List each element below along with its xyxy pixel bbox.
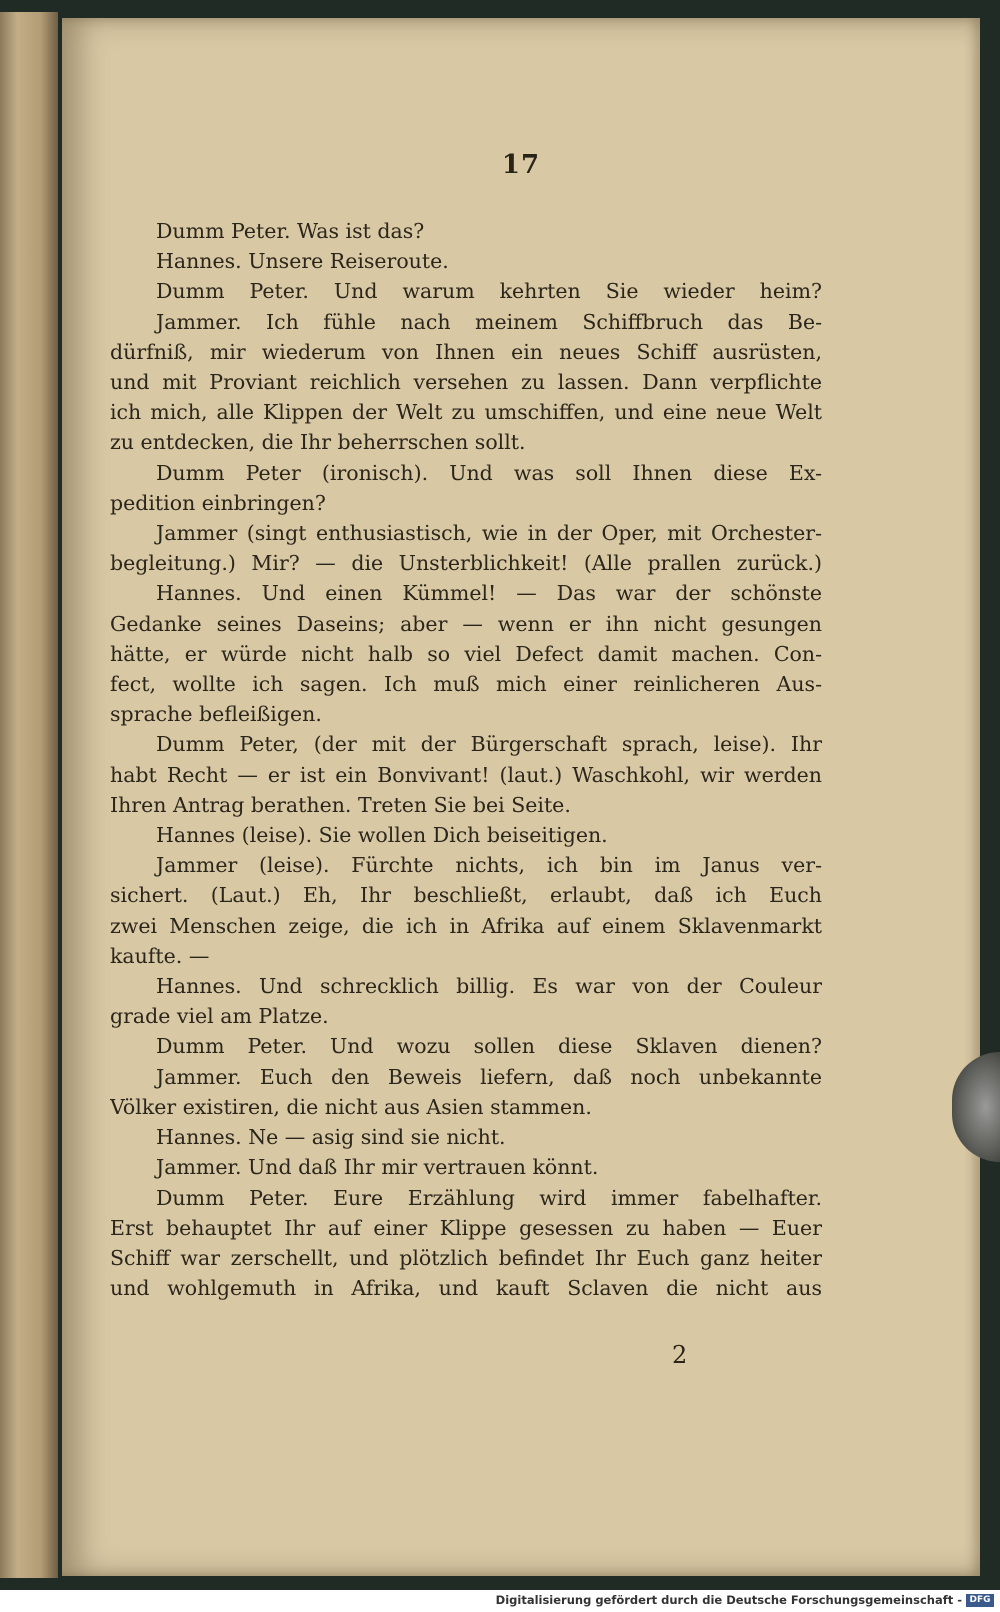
text-line: Hannes. Und schrecklich billig. Es war von der Couleur [156, 974, 822, 999]
text-line: Jammer. Und daß Ihr mir vertrauen könnt. [156, 1155, 599, 1180]
text-line: Dumm Peter (ironisch). Und was soll Ihnen diese Ex- [156, 460, 822, 485]
text-line: Völker existiren, die nicht aus Asien stammen. [110, 1094, 592, 1119]
signature-mark: 2 [672, 1341, 688, 1369]
text-line: und mit Proviant reichlich versehen zu lassen. Dann verpflichte [110, 370, 822, 395]
text-line: Hannes. Ne — asig sind sie nicht. [156, 1125, 506, 1150]
text-line: dürfniß, mir wiederum von Ihnen ein neues Schiff ausrüsten, [110, 339, 822, 364]
text-line: Hannes. Und einen Kümmel! — Das war der schönste [156, 581, 822, 606]
text-line: Jammer. Euch den Beweis liefern, daß noch unbekannte [156, 1064, 822, 1089]
page-number: 17 [501, 150, 541, 180]
text-line: Ihren Antrag berathen. Treten Sie bei Seite. [110, 792, 571, 817]
text-line: und wohlgemuth in Afrika, und kauft Sclaven die nicht aus [110, 1276, 822, 1301]
text-line: Dumm Peter. Und warum kehrten Sie wieder heim? [156, 279, 822, 304]
book-page [62, 18, 980, 1576]
text-line: begleitung.) Mir? — die Unsterblichkeit! (Alle prallen zurück.) [110, 551, 822, 576]
text-line: fect, wollte ich sagen. Ich muß mich einer reinlicheren Aus- [110, 672, 822, 697]
text-line: Dumm Peter. Eure Erzählung wird immer fabelhafter. [156, 1185, 822, 1210]
text-line: Erst behauptet Ihr auf einer Klippe gesessen zu haben — Euer [110, 1215, 822, 1240]
digitization-footer [0, 1590, 1000, 1612]
dfg-logo: DFG [966, 1594, 994, 1607]
footer-credit: Digitalisierung gefördert durch die Deutsche Forschungsgemeinschaft - [495, 1593, 962, 1607]
text-line: sichert. (Laut.) Eh, Ihr beschließt, erlaubt, daß ich Euch [110, 883, 822, 908]
text-line: Hannes (leise). Sie wollen Dich beiseitigen. [156, 823, 608, 848]
text-line: habt Recht — er ist ein Bonvivant! (laut.) Waschkohl, wir werden [110, 762, 822, 787]
text-line: zwei Menschen zeige, die ich in Afrika auf einem Sklavenmarkt [110, 913, 822, 938]
page-text [110, 216, 822, 1303]
text-line: grade viel am Platze. [110, 1004, 329, 1029]
text-line: Hannes. Unsere Reiseroute. [156, 249, 449, 274]
text-line: ich mich, alle Klippen der Welt zu umschiffen, und eine neue Welt [110, 400, 822, 425]
text-line: kaufte. — [110, 943, 210, 968]
text-line: Jammer (leise). Fürchte nichts, ich bin im Janus ver- [156, 853, 822, 878]
text-line: pedition einbringen? [110, 490, 326, 515]
text-line: Schiff war zerschellt, und plötzlich befindet Ihr Euch ganz heiter [110, 1245, 822, 1270]
text-line: Gedanke seines Daseins; aber — wenn er ihn nicht gesungen [110, 611, 822, 636]
text-line: Dumm Peter. Und wozu sollen diese Sklaven dienen? [156, 1034, 822, 1059]
text-line: Jammer (singt enthusiastisch, wie in der Oper, mit Orchester- [156, 521, 822, 546]
text-line: Dumm Peter, (der mit der Bürgerschaft sprach, leise). Ihr [156, 732, 822, 757]
text-line: sprache befleißigen. [110, 702, 322, 727]
book-spine [0, 12, 58, 1578]
text-line: hätte, er würde nicht halb so viel Defect damit machen. Con- [110, 641, 822, 666]
text-line: Jammer. Ich fühle nach meinem Schiffbruch das Be- [156, 309, 822, 334]
text-line: zu entdecken, die Ihr beherrschen sollt. [110, 430, 526, 455]
text-line: Dumm Peter. Was ist das? [156, 219, 425, 243]
